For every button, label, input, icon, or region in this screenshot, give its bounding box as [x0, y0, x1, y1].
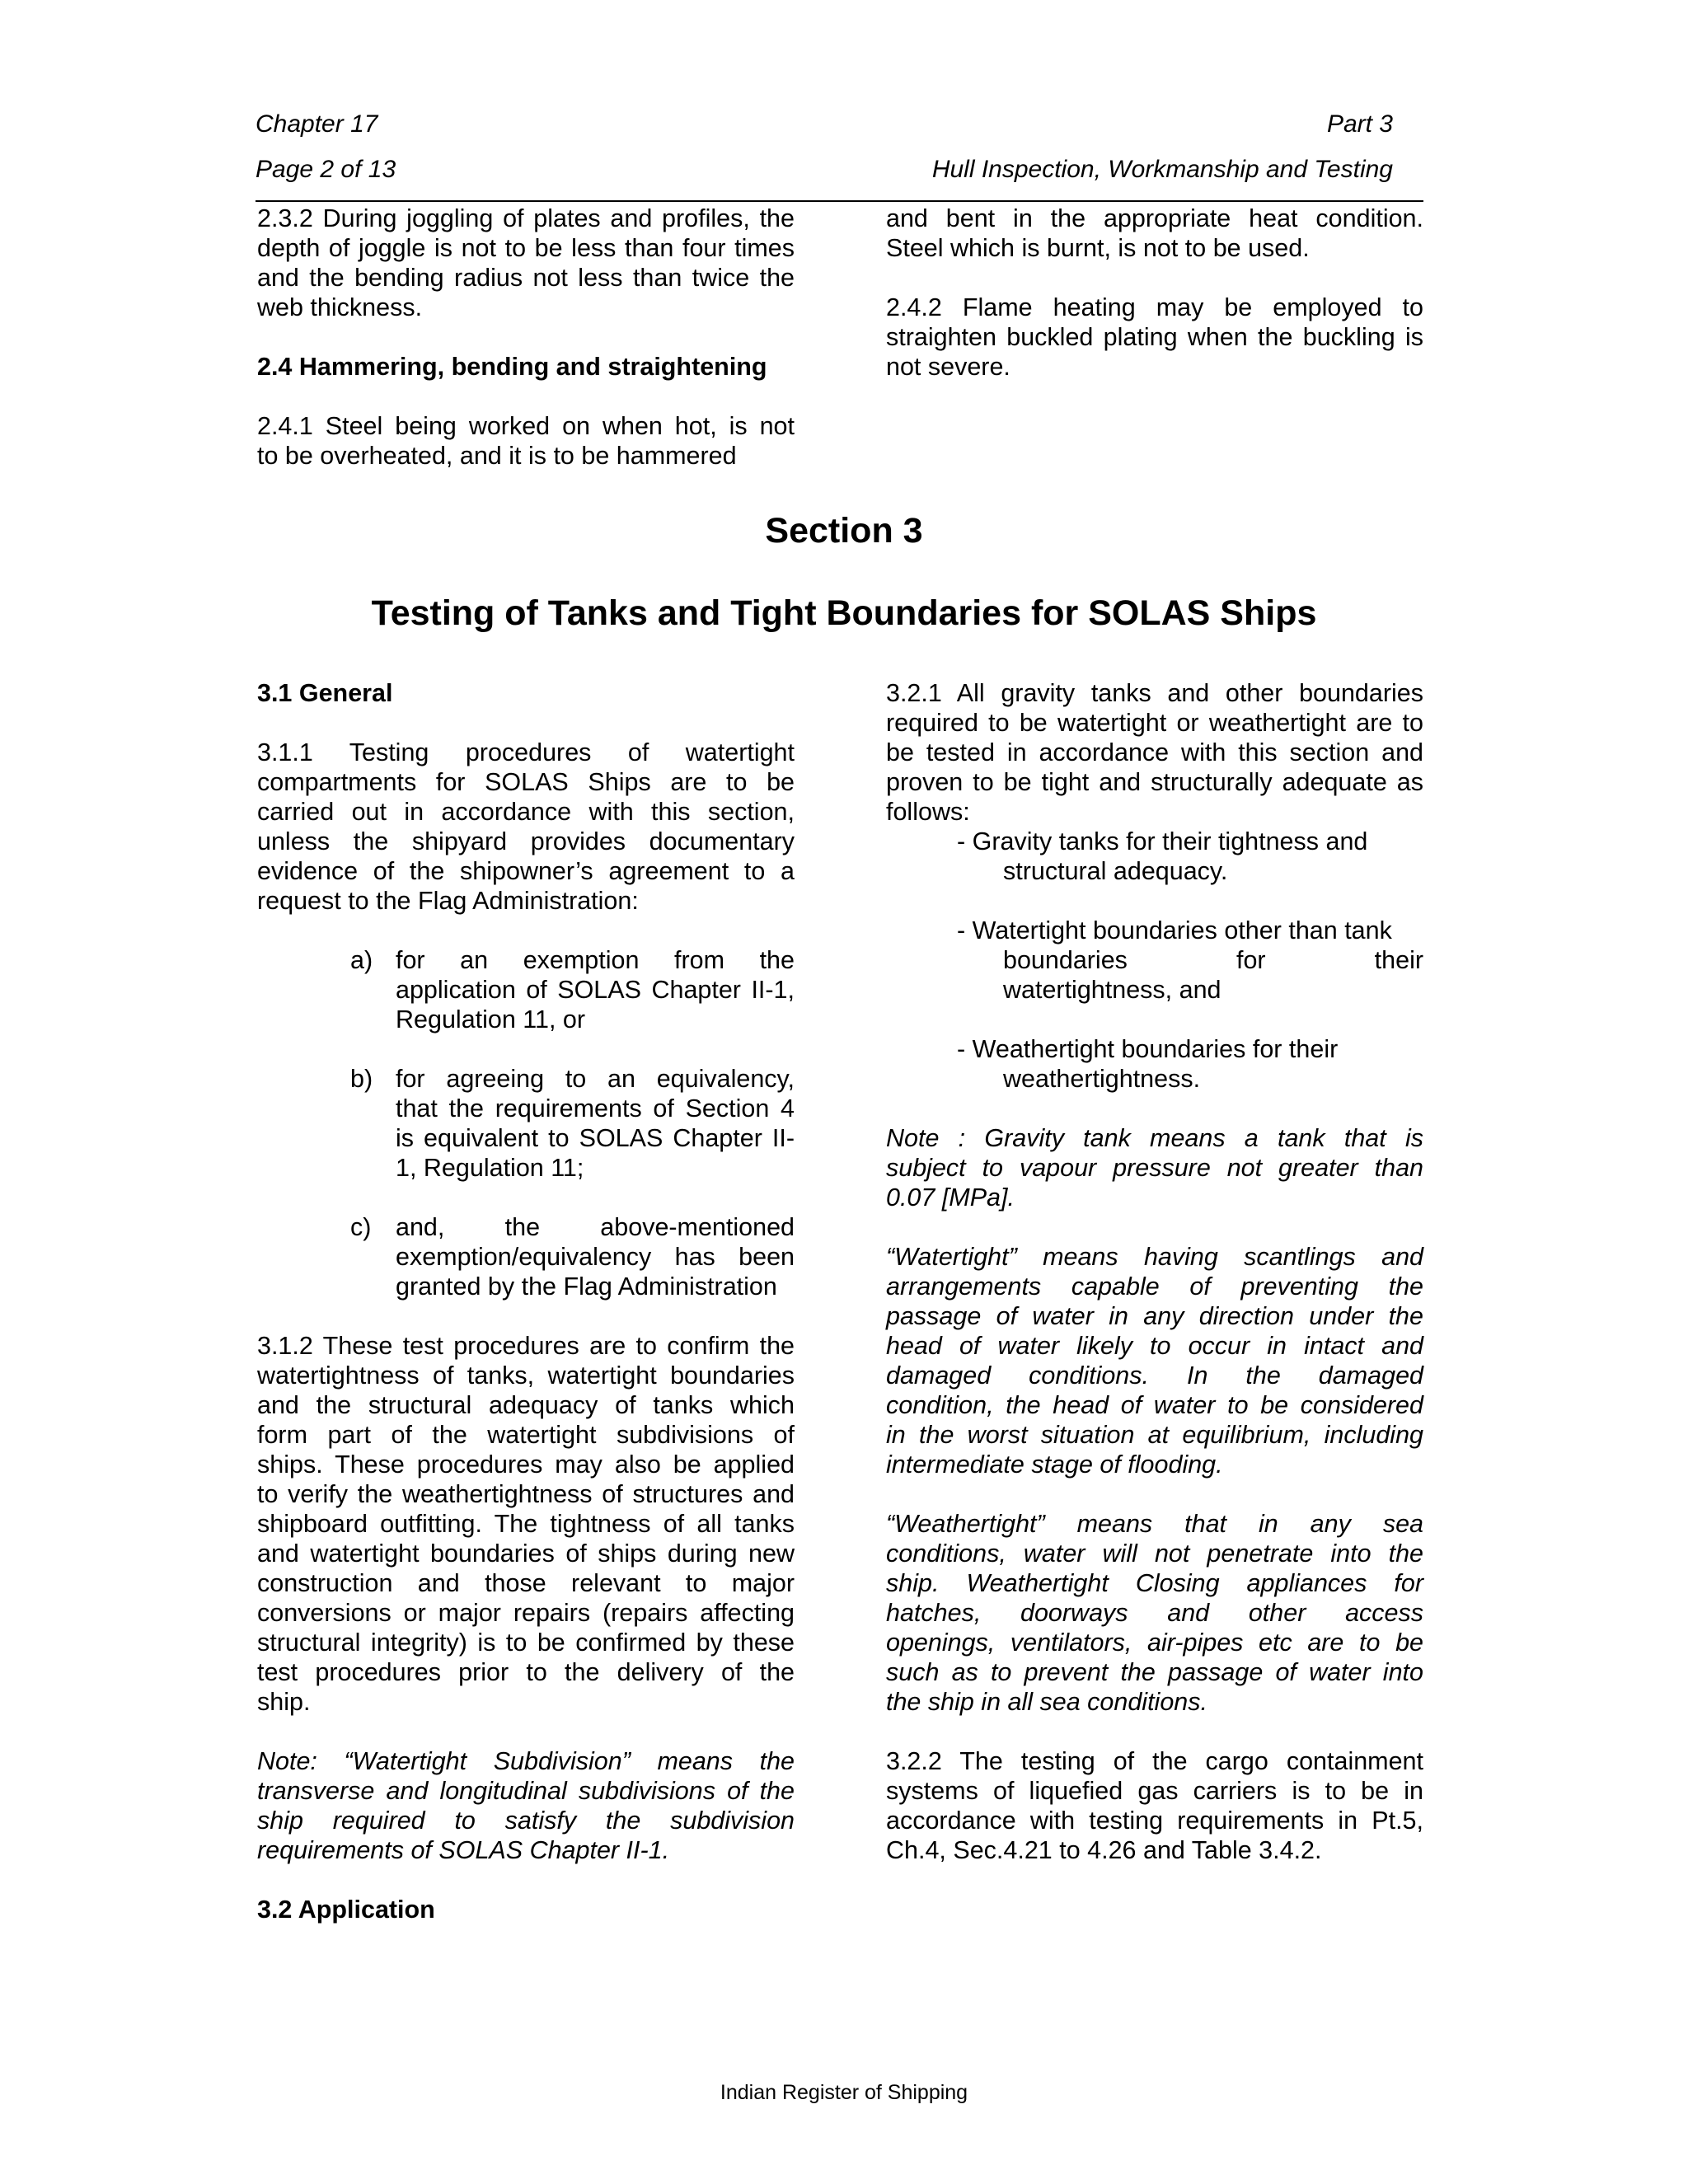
- text-line: request to the Flag Administration:: [257, 887, 639, 915]
- text-line: test procedures prior to the delivery of the: [257, 1658, 795, 1686]
- text-line: openings, ventilators, air-pipes etc are to be: [886, 1629, 1423, 1657]
- text-line: boundaries for their: [1003, 946, 1423, 974]
- dash-item: [957, 916, 1423, 1005]
- text-line: and the structural adequacy of tanks which: [257, 1391, 795, 1419]
- text-line: application of SOLAS Chapter II-1,: [396, 976, 795, 1004]
- text-line: ships. These procedures may also be applied: [257, 1451, 795, 1479]
- text-line: follows:: [886, 798, 970, 826]
- list-item-label: b): [350, 1065, 373, 1093]
- text-line: requirements of SOLAS Chapter II-1.: [257, 1836, 670, 1864]
- text-line: structural adequacy.: [1003, 857, 1228, 885]
- paragraph-3-2-2: [886, 1746, 1423, 1865]
- text-line: subject to vapour pressure not greater than: [886, 1154, 1423, 1182]
- text-line: and watertight boundaries of ships during new: [257, 1540, 795, 1568]
- text-line: hatches, doorways and other access: [886, 1599, 1423, 1627]
- text-line: exemption/equivalency has been: [396, 1243, 795, 1271]
- text-line: in the worst situation at equilibrium, including: [886, 1421, 1423, 1449]
- dash-item: [957, 1034, 1423, 1094]
- text-line: 3.2.2 The testing of the cargo containment: [886, 1747, 1423, 1775]
- text-line: conversions or major repairs (repairs affecting: [257, 1599, 795, 1627]
- right-column: [886, 678, 1423, 1865]
- text-line: proven to be tight and structurally adequate as: [886, 768, 1423, 796]
- text-line: for agreeing to an equivalency,: [396, 1065, 795, 1093]
- text-line: “Weathertight” means that in any sea: [886, 1510, 1423, 1538]
- text-line: is equivalent to SOLAS Chapter II-: [396, 1124, 795, 1152]
- text-line: and, the above-mentioned: [396, 1213, 795, 1241]
- list-item-text: [396, 1064, 795, 1183]
- text-line: not severe.: [886, 353, 1010, 381]
- paragraph-3-1-2: [257, 1331, 795, 1717]
- text-line: “Watertight” means having scantlings and: [886, 1243, 1423, 1271]
- header-part: Part 3: [1326, 110, 1393, 138]
- text-line: ship. Weathertight Closing appliances for: [886, 1569, 1423, 1597]
- top-left-column: [257, 204, 795, 471]
- text-line: 3.1.1 Testing procedures of watertight: [257, 738, 795, 766]
- heading-3-2: 3.2 Application: [257, 1896, 435, 1924]
- footer-publisher: Indian Register of Shipping: [720, 2081, 968, 2104]
- text-line: damaged conditions. In the damaged: [886, 1361, 1423, 1390]
- paragraph-2-3-2: [257, 204, 795, 322]
- text-line: construction and those relevant to major: [257, 1569, 795, 1597]
- text-line: required to be watertight or weathertight are to: [886, 709, 1423, 737]
- left-column: [257, 678, 795, 1924]
- text-line: evidence of the shipowner’s agreement to a: [257, 857, 795, 885]
- text-line: head of water likely to occur in intact and: [886, 1332, 1423, 1360]
- text-line: structural integrity) is to be confirmed by these: [257, 1629, 795, 1657]
- text-line: such as to prevent the passage of water into: [886, 1658, 1423, 1686]
- dash-item-first-line: - Weathertight boundaries for their: [957, 1035, 1339, 1063]
- note-watertight-subdivision: [257, 1746, 795, 1865]
- text-line: the ship in all sea conditions.: [886, 1688, 1207, 1716]
- text-line: straighten buckled plating when the buckling is: [886, 323, 1423, 351]
- dash-item: [957, 827, 1423, 886]
- header-chapter: Chapter 17: [256, 110, 378, 138]
- dash-item-rest: [957, 945, 1423, 1005]
- header-rule: [256, 200, 1423, 202]
- list-item-text: [396, 945, 795, 1034]
- definition-watertight: [886, 1242, 1423, 1479]
- text-line: carried out in accordance with this section,: [257, 798, 795, 826]
- paragraph-3-1-1: [257, 738, 795, 916]
- text-line: Ch.4, Sec.4.21 to 4.26 and Table 3.4.2.: [886, 1836, 1322, 1864]
- dash-item-first-line: - Gravity tanks for their tightness and: [957, 827, 1368, 855]
- text-line: that the requirements of Section 4: [396, 1094, 795, 1122]
- text-line: transverse and longitudinal subdivisions of the: [257, 1777, 795, 1805]
- text-line: Steel which is burnt, is not to be used.: [886, 234, 1310, 262]
- paragraph-2-4-2: [886, 293, 1423, 382]
- text-line: to verify the weathertightness of structures and: [257, 1480, 795, 1508]
- list-item: [350, 1064, 795, 1183]
- header-page-number: Page 2 of 13: [256, 156, 396, 183]
- text-line: condition, the head of water to be considered: [886, 1391, 1423, 1419]
- text-line: be tested in accordance with this section and: [886, 738, 1423, 766]
- text-line: to be overheated, and it is to be hammered: [257, 442, 737, 470]
- text-line: ship.: [257, 1688, 311, 1716]
- dash-item-rest: [957, 1064, 1423, 1094]
- text-line: weathertightness.: [1003, 1065, 1201, 1093]
- text-line: web thickness.: [257, 293, 423, 321]
- dash-item-first-line: - Watertight boundaries other than tank: [957, 916, 1392, 944]
- exemption-list: [257, 945, 795, 1301]
- text-line: unless the shipyard provides documentary: [257, 827, 795, 855]
- definition-weathertight: [886, 1509, 1423, 1717]
- text-line: 2.4.2 Flame heating may be employed to: [886, 293, 1423, 321]
- text-line: depth of joggle is not to be less than four times: [257, 234, 795, 262]
- text-line: and bent in the appropriate heat condition.: [886, 204, 1423, 232]
- text-line: systems of liquefied gas carriers is to be in: [886, 1777, 1423, 1805]
- text-line: watertightness, and: [1003, 976, 1221, 1004]
- text-line: watertightness of tanks, watertight boundaries: [257, 1361, 795, 1390]
- text-line: form part of the watertight subdivisions of: [257, 1421, 795, 1449]
- text-line: 3.1.2 These test procedures are to confirm the: [257, 1332, 795, 1360]
- text-line: for an exemption from the: [396, 946, 795, 974]
- list-item: [350, 1212, 795, 1301]
- paragraph-3-2-1: [886, 678, 1423, 827]
- text-line: Note : Gravity tank means a tank that is: [886, 1124, 1423, 1152]
- text-line: Note: “Watertight Subdivision” means the: [257, 1747, 795, 1775]
- paragraph-2-4-1: [257, 411, 795, 471]
- list-item: [350, 945, 795, 1034]
- top-right-column: [886, 204, 1423, 382]
- text-line: intermediate stage of flooding.: [886, 1451, 1223, 1479]
- section-title: Testing of Tanks and Tight Boundaries for SOLAS Ships: [371, 593, 1317, 633]
- text-line: compartments for SOLAS Ships are to be: [257, 768, 795, 796]
- heading-2-4: 2.4 Hammering, bending and straightening: [257, 353, 767, 381]
- text-line: 3.2.1 All gravity tanks and other boundaries: [886, 679, 1423, 707]
- text-line: 2.4.1 Steel being worked on when hot, is not: [257, 412, 795, 440]
- text-line: passage of water in any direction under the: [886, 1302, 1423, 1330]
- note-gravity-tank: [886, 1123, 1423, 1212]
- text-line: granted by the Flag Administration: [396, 1272, 777, 1301]
- text-line: 0.07 [MPa].: [886, 1183, 1015, 1212]
- text-line: 1, Regulation 11;: [396, 1154, 584, 1182]
- text-line: conditions, water will not penetrate into the: [886, 1540, 1423, 1568]
- text-line: 2.3.2 During joggling of plates and profiles, the: [257, 204, 795, 232]
- list-item-label: c): [350, 1213, 372, 1241]
- paragraph-2-4-1-continued: [886, 204, 1423, 263]
- text-line: Regulation 11, or: [396, 1005, 586, 1033]
- text-line: and the bending radius not less than twice the: [257, 264, 795, 292]
- heading-3-1: 3.1 General: [257, 679, 393, 707]
- header-subject: Hull Inspection, Workmanship and Testing: [931, 156, 1393, 183]
- text-line: arrangements capable of preventing the: [886, 1272, 1423, 1301]
- text-line: shipboard outfitting. The tightness of all tanks: [257, 1510, 795, 1538]
- dash-item-rest: [957, 856, 1423, 886]
- section-number: Section 3: [765, 511, 923, 551]
- list-item-label: a): [350, 946, 373, 974]
- text-line: ship required to satisfy the subdivision: [257, 1807, 795, 1835]
- list-item-text: [396, 1212, 795, 1301]
- text-line: accordance with testing requirements in Pt.5,: [886, 1807, 1423, 1835]
